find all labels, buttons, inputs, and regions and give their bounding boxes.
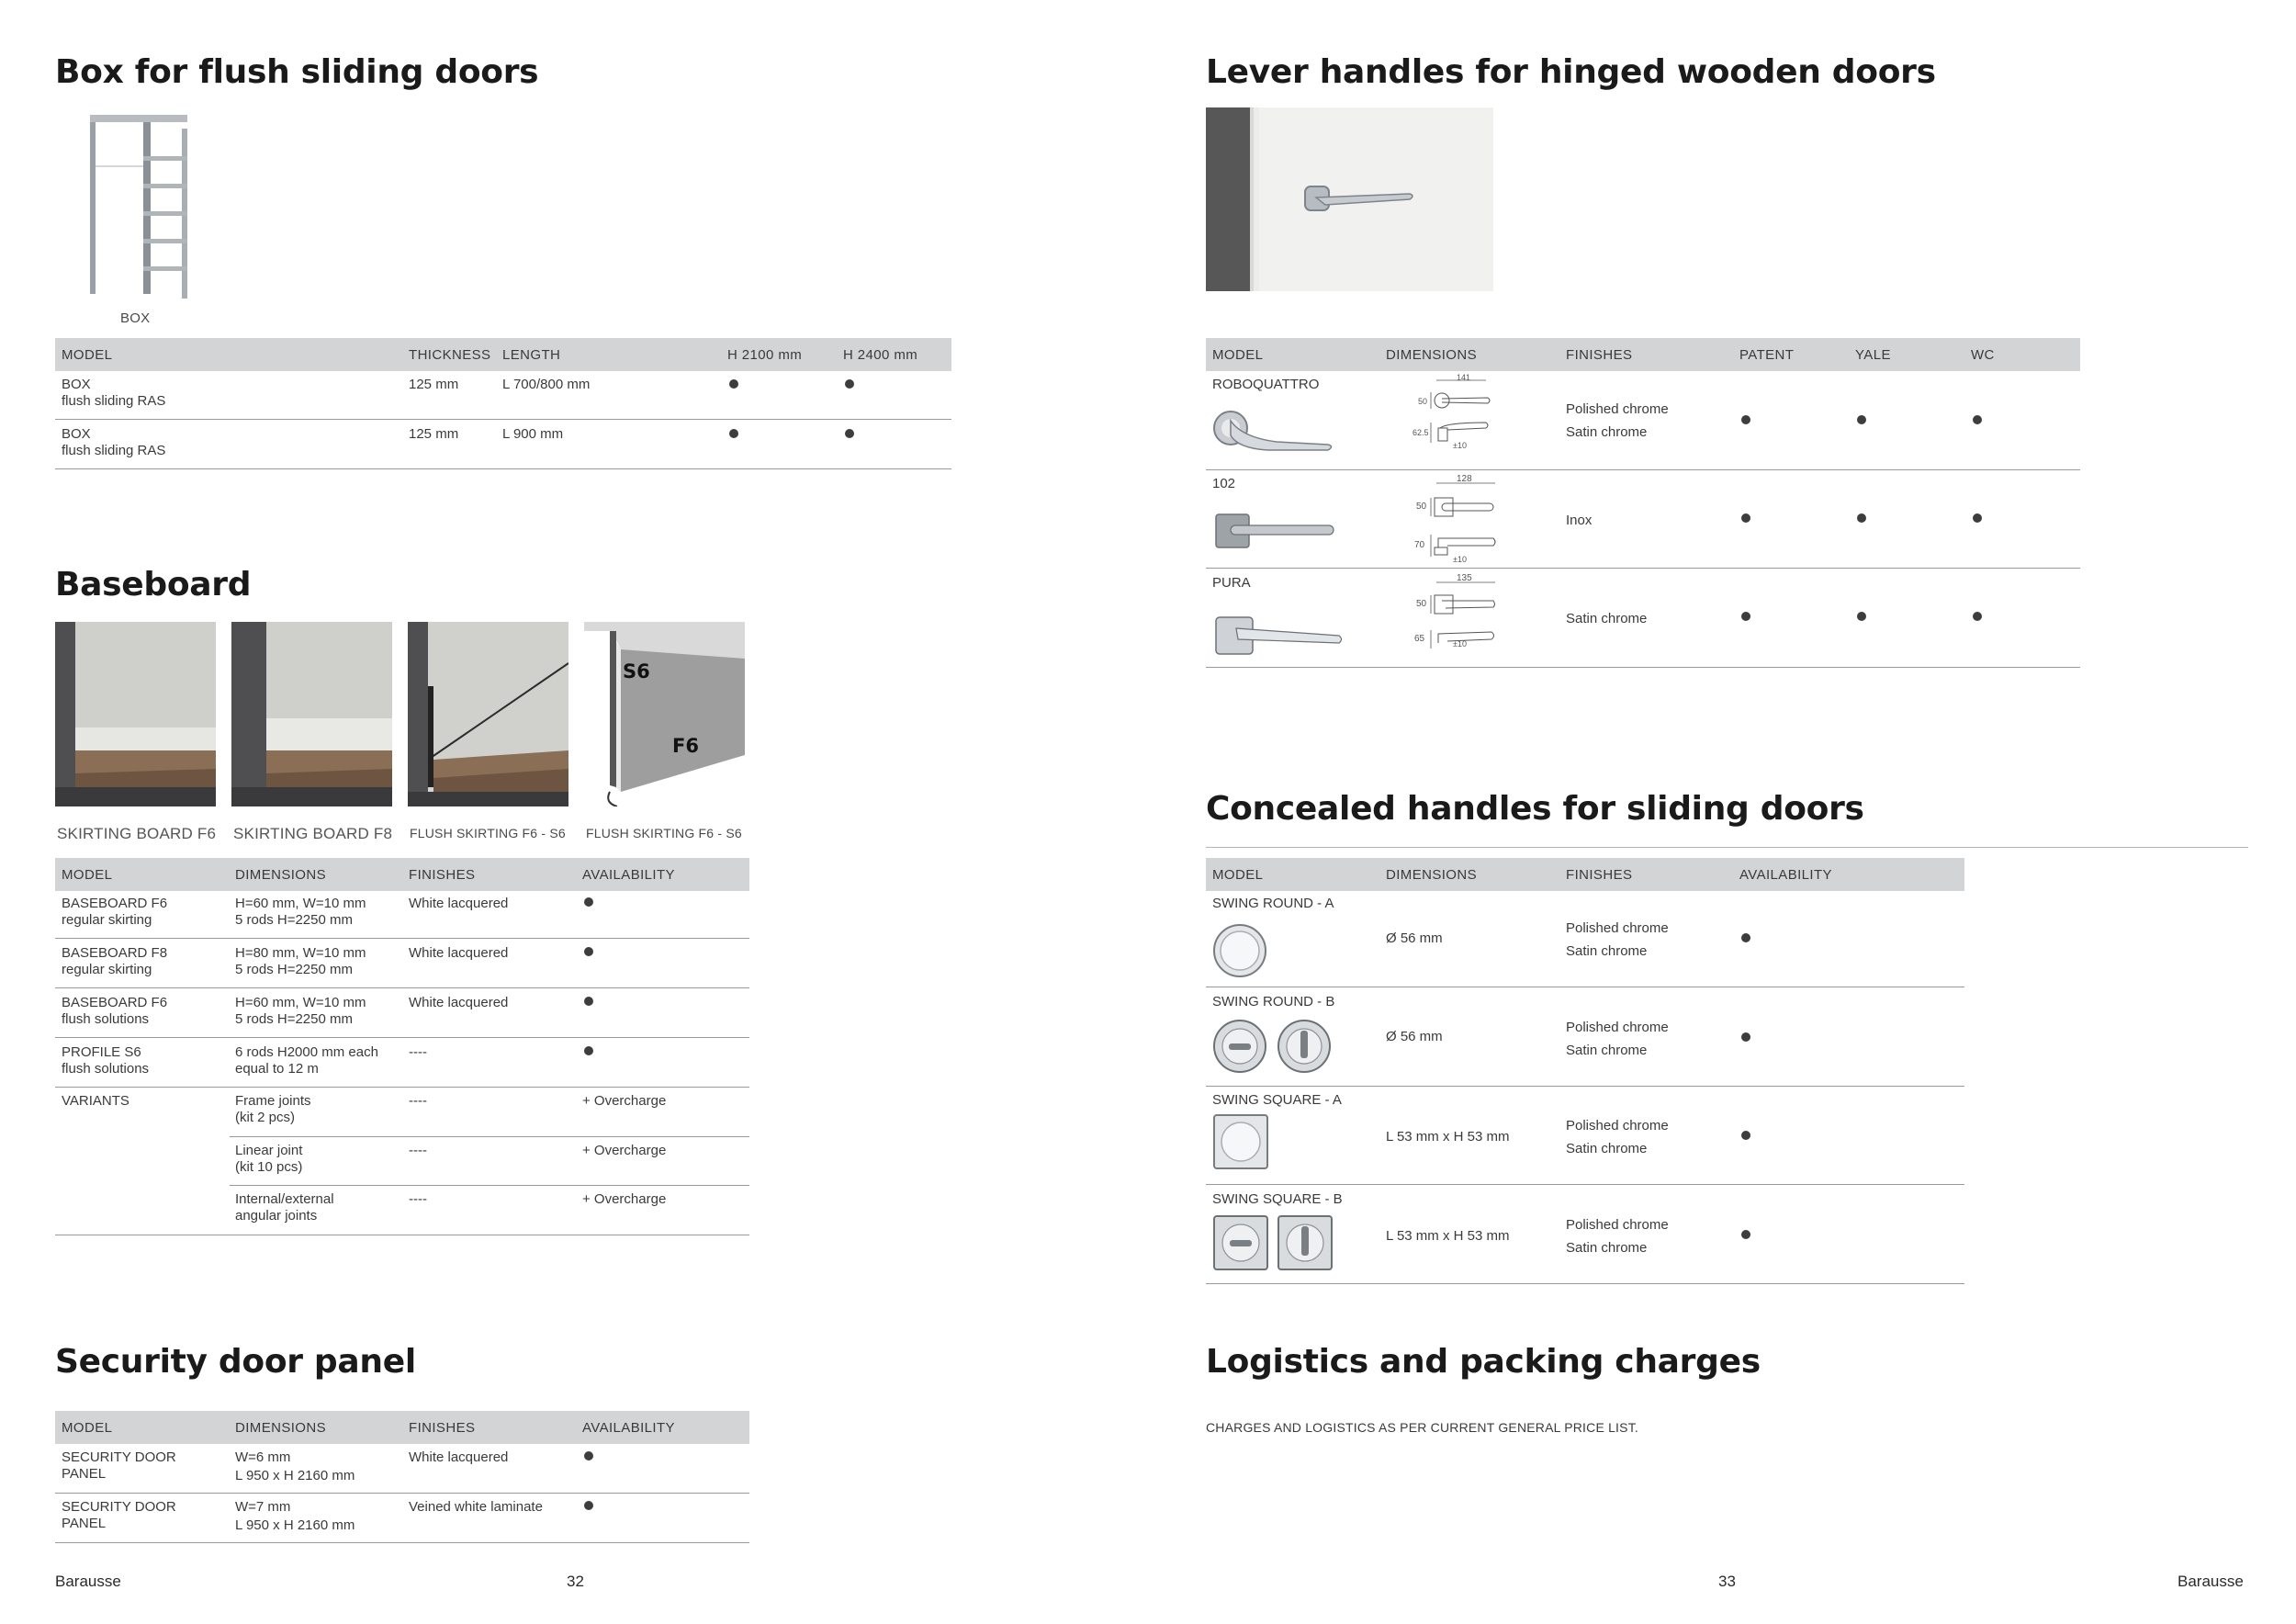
- row-finish: Polished chrome: [1566, 920, 1669, 936]
- dim-tolerance: ±10: [1453, 441, 1467, 450]
- row-finish: Polished chrome: [1566, 1217, 1669, 1233]
- row-availability: + Overcharge: [582, 1093, 667, 1109]
- header-finishes: FINISHES: [1566, 347, 1633, 363]
- divider: [1206, 568, 2080, 569]
- patent-dot: [1741, 415, 1750, 424]
- divider: [55, 419, 951, 420]
- wc-dot: [1973, 513, 1982, 523]
- footer-page-left: 32: [567, 1573, 584, 1590]
- dim-tolerance: ±10: [1453, 555, 1467, 564]
- swing-square-b-image: [1212, 1214, 1336, 1276]
- row-finish: Polished chrome: [1566, 1118, 1669, 1133]
- row-finish: Satin chrome: [1566, 611, 1648, 626]
- security-section-title: Security door panel: [55, 1343, 416, 1381]
- row-dim2: (kit 2 pcs): [235, 1110, 296, 1125]
- patent-dot: [1741, 513, 1750, 523]
- row-availability: + Overcharge: [582, 1143, 667, 1158]
- header-model: MODEL: [62, 867, 113, 883]
- security-table-header: [55, 1411, 749, 1444]
- yale-dot: [1857, 415, 1866, 424]
- header-h2100: H 2100 mm: [727, 347, 803, 363]
- pura-dimension-drawing: [1411, 573, 1498, 660]
- row-finish: White lacquered: [409, 995, 509, 1010]
- box-table-header: [55, 338, 951, 371]
- yale-dot: [1857, 612, 1866, 621]
- header-availability: AVAILABILITY: [582, 867, 675, 883]
- row-availability: + Overcharge: [582, 1191, 667, 1207]
- row-length: L 700/800 mm: [502, 377, 591, 392]
- header-h2400: H 2400 mm: [843, 347, 918, 363]
- row-model: SWING ROUND - A: [1212, 896, 1334, 911]
- availability-dot: [845, 429, 854, 438]
- concealed-table-header: [1206, 858, 1964, 891]
- flush-skirting-photo: [408, 622, 568, 806]
- header-thickness: THICKNESS: [409, 347, 491, 363]
- header-dimensions: DIMENSIONS: [235, 867, 327, 883]
- availability-dot: [729, 379, 738, 389]
- row-model: BASEBOARD F8: [62, 945, 168, 961]
- patent-dot: [1741, 612, 1750, 621]
- variants-label: VARIANTS: [62, 1093, 129, 1109]
- roboquattro-dimension-drawing: [1411, 373, 1498, 455]
- row-model: BASEBOARD F6: [62, 896, 168, 911]
- row-thickness: 125 mm: [409, 426, 459, 442]
- dim-rose: 50: [1418, 397, 1428, 406]
- header-model: MODEL: [62, 1420, 113, 1436]
- wc-dot: [1973, 415, 1982, 424]
- footer-brand-right: Barausse: [2178, 1573, 2244, 1590]
- row-model: PROFILE S6: [62, 1044, 141, 1060]
- availability-dot: [584, 897, 593, 907]
- row-finish: Polished chrome: [1566, 401, 1669, 417]
- header-availability: AVAILABILITY: [1739, 867, 1832, 883]
- availability-dot: [584, 947, 593, 956]
- row-dim: W=6 mm: [235, 1449, 291, 1465]
- row-dim: Internal/external: [235, 1191, 334, 1207]
- availability-dot: [845, 379, 854, 389]
- baseboard-section-title: Baseboard: [55, 566, 252, 603]
- row-model-sub: flush sliding RAS: [62, 443, 166, 458]
- divider: [55, 1087, 749, 1088]
- row-finish-2: Satin chrome: [1566, 424, 1648, 440]
- baseboard-table-header: [55, 858, 749, 891]
- availability-dot: [1741, 1230, 1750, 1239]
- row-dim2: 5 rods H=2250 mm: [235, 1011, 353, 1027]
- row-dim2: L 950 x H 2160 mm: [235, 1517, 355, 1533]
- wc-dot: [1973, 612, 1982, 621]
- divider: [55, 987, 749, 988]
- row-model: BOX: [62, 377, 91, 392]
- row-model: SWING ROUND - B: [1212, 994, 1335, 1009]
- diagram-label-f6: F6: [672, 735, 699, 757]
- row-model: BASEBOARD F6: [62, 995, 168, 1010]
- handle-102-dimension-drawing: [1411, 474, 1498, 570]
- header-finishes: FINISHES: [1566, 867, 1633, 883]
- row-dim: Ø 56 mm: [1386, 1029, 1443, 1044]
- caption-skirting-f6: SKIRTING BOARD F6: [57, 825, 217, 842]
- row-model-sub: flush sliding RAS: [62, 393, 166, 409]
- header-yale: YALE: [1855, 347, 1891, 363]
- lever-section-title: Lever handles for hinged wooden doors: [1206, 53, 1936, 91]
- row-finish-2: Satin chrome: [1566, 943, 1648, 959]
- dim-rose: 50: [1416, 502, 1427, 512]
- availability-dot: [729, 429, 738, 438]
- divider: [55, 938, 749, 939]
- row-model-sub: flush solutions: [62, 1061, 150, 1077]
- row-model: 102: [1212, 476, 1236, 491]
- row-length: L 900 mm: [502, 426, 564, 442]
- divider: [230, 1136, 749, 1137]
- swing-round-a-image: [1212, 923, 1267, 983]
- divider: [1206, 469, 2080, 470]
- dim-tolerance: ±10: [1453, 639, 1467, 648]
- logistics-text: CHARGES AND LOGISTICS AS PER CURRENT GENERAL PRICE LIST.: [1206, 1420, 1638, 1435]
- row-model-sub: regular skirting: [62, 912, 152, 928]
- row-dim2: 5 rods H=2250 mm: [235, 962, 353, 977]
- header-finishes: FINISHES: [409, 1420, 476, 1436]
- row-model: PURA: [1212, 575, 1251, 591]
- row-finish: White lacquered: [409, 896, 509, 911]
- caption-flush-f6-s6-diagram: FLUSH SKIRTING F6 - S6: [586, 826, 742, 840]
- row-dim: L 53 mm x H 53 mm: [1386, 1228, 1510, 1244]
- skirting-f6-image: [55, 622, 216, 806]
- lever-door-photo: [1206, 107, 1493, 291]
- pura-handle-image: [1212, 610, 1345, 665]
- box-frame-image: [81, 110, 191, 312]
- row-dim2: (kit 10 pcs): [235, 1159, 303, 1175]
- row-thickness: 125 mm: [409, 377, 459, 392]
- row-finish: White lacquered: [409, 945, 509, 961]
- availability-dot: [584, 1501, 593, 1510]
- row-model-sub: flush solutions: [62, 1011, 150, 1027]
- header-patent: PATENT: [1739, 347, 1795, 363]
- header-wc: WC: [1971, 347, 1995, 363]
- divider: [55, 1493, 749, 1494]
- caption-flush-f6-s6: FLUSH SKIRTING F6 - S6: [410, 826, 566, 840]
- divider: [55, 468, 951, 469]
- dim-length: 128: [1457, 474, 1472, 484]
- header-dimensions: DIMENSIONS: [235, 1420, 327, 1436]
- row-dim2: L 950 x H 2160 mm: [235, 1468, 355, 1483]
- row-finish: ----: [409, 1143, 427, 1158]
- diagram-label-s6: S6: [623, 660, 650, 682]
- row-dim: H=60 mm, W=10 mm: [235, 896, 366, 911]
- flush-skirting-diagram: [584, 622, 745, 806]
- title-underline: [1206, 847, 2248, 848]
- divider: [1206, 1184, 1964, 1185]
- header-model: MODEL: [1212, 347, 1264, 363]
- row-dim: Ø 56 mm: [1386, 930, 1443, 946]
- yale-dot: [1857, 513, 1866, 523]
- swing-square-a-image: [1212, 1113, 1269, 1175]
- row-model: SWING SQUARE - B: [1212, 1191, 1343, 1207]
- row-model-sub: regular skirting: [62, 962, 152, 977]
- box-section-title: Box for flush sliding doors: [55, 53, 539, 91]
- header-dimensions: DIMENSIONS: [1386, 347, 1478, 363]
- divider: [230, 1185, 749, 1186]
- divider: [55, 1542, 749, 1543]
- header-model: MODEL: [1212, 867, 1264, 883]
- availability-dot: [584, 1451, 593, 1460]
- row-dim2: 5 rods H=2250 mm: [235, 912, 353, 928]
- concealed-section-title: Concealed handles for sliding doors: [1206, 790, 1864, 828]
- skirting-f8-image: [231, 622, 392, 806]
- row-dim: H=60 mm, W=10 mm: [235, 995, 366, 1010]
- row-finish: White lacquered: [409, 1449, 509, 1465]
- divider: [1206, 667, 2080, 668]
- roboquattro-handle-image: [1212, 400, 1336, 460]
- dim-rose: 50: [1416, 599, 1427, 609]
- availability-dot: [584, 997, 593, 1006]
- row-model-sub: PANEL: [62, 1516, 107, 1531]
- dim-projection: 62.5: [1412, 428, 1429, 437]
- availability-dot: [1741, 1032, 1750, 1042]
- handle-102-image: [1212, 505, 1336, 560]
- header-length: LENGTH: [502, 347, 561, 363]
- row-finish: ----: [409, 1191, 427, 1207]
- row-model: BOX: [62, 426, 91, 442]
- row-finish-2: Satin chrome: [1566, 1043, 1648, 1058]
- availability-dot: [1741, 1131, 1750, 1140]
- row-model: SECURITY DOOR: [62, 1449, 176, 1465]
- header-dimensions: DIMENSIONS: [1386, 867, 1478, 883]
- row-dim2: equal to 12 m: [235, 1061, 319, 1077]
- row-finish: Veined white laminate: [409, 1499, 543, 1515]
- dim-projection: 70: [1414, 540, 1425, 550]
- swing-round-b-image: [1212, 1018, 1336, 1079]
- row-finish: ----: [409, 1044, 427, 1060]
- row-dim: H=80 mm, W=10 mm: [235, 945, 366, 961]
- divider: [1206, 1283, 1964, 1284]
- row-finish: ----: [409, 1093, 427, 1109]
- divider: [1206, 1086, 1964, 1087]
- availability-dot: [1741, 933, 1750, 942]
- row-model: SWING SQUARE - A: [1212, 1092, 1342, 1108]
- row-dim: Frame joints: [235, 1093, 311, 1109]
- row-dim: Linear joint: [235, 1143, 303, 1158]
- row-finish: Inox: [1566, 513, 1593, 528]
- row-dim2: angular joints: [235, 1208, 318, 1224]
- dim-length: 135: [1457, 573, 1472, 583]
- header-availability: AVAILABILITY: [582, 1420, 675, 1436]
- dim-projection: 65: [1414, 634, 1425, 644]
- row-model: SECURITY DOOR: [62, 1499, 176, 1515]
- row-dim: W=7 mm: [235, 1499, 291, 1515]
- logistics-section-title: Logistics and packing charges: [1206, 1343, 1761, 1381]
- row-finish-2: Satin chrome: [1566, 1240, 1648, 1256]
- header-finishes: FINISHES: [409, 867, 476, 883]
- row-model: ROBOQUATTRO: [1212, 377, 1320, 392]
- row-finish: Polished chrome: [1566, 1020, 1669, 1035]
- row-finish-2: Satin chrome: [1566, 1141, 1648, 1156]
- footer-brand-left: Barausse: [55, 1573, 121, 1590]
- header-model: MODEL: [62, 347, 113, 363]
- row-model-sub: PANEL: [62, 1466, 107, 1482]
- box-image-caption: BOX: [120, 310, 151, 326]
- footer-page-right: 33: [1718, 1573, 1736, 1590]
- dim-length: 141: [1457, 373, 1471, 382]
- row-dim: 6 rods H2000 mm each: [235, 1044, 378, 1060]
- caption-skirting-f8: SKIRTING BOARD F8: [233, 825, 393, 842]
- lever-table-header: [1206, 338, 2080, 371]
- row-dim: L 53 mm x H 53 mm: [1386, 1129, 1510, 1145]
- divider: [55, 1037, 749, 1038]
- availability-dot: [584, 1046, 593, 1055]
